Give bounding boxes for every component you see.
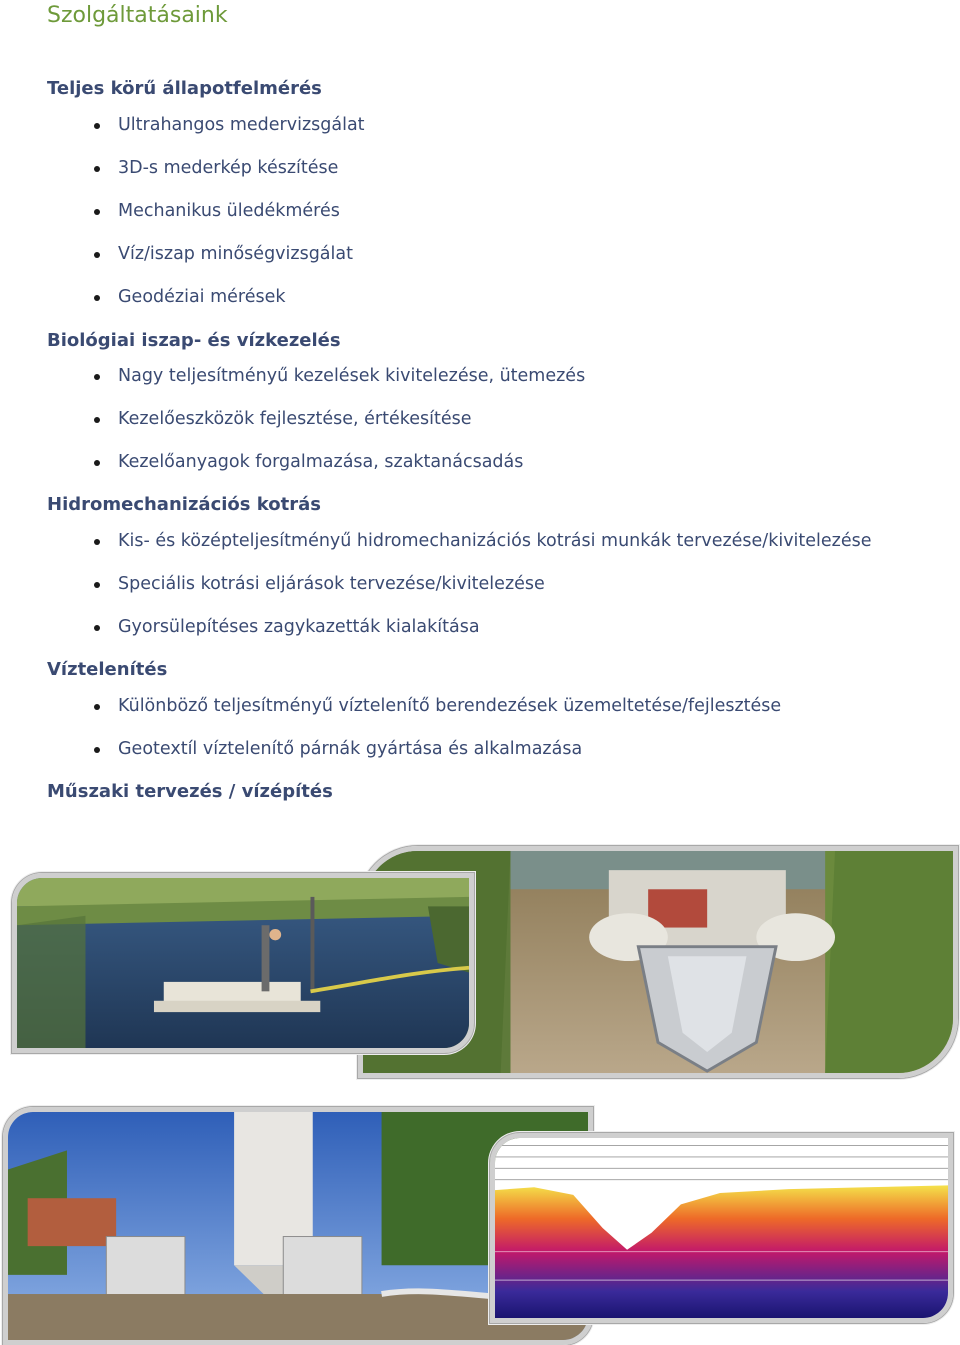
dredging-boat-on-river-photo: [12, 873, 474, 1053]
bullet-icon: [94, 704, 100, 710]
bullet-icon: [94, 417, 100, 423]
sonar-echogram-image: [490, 1133, 953, 1323]
bullet-icon: [94, 209, 100, 215]
section-title-allapotfelmeres: Teljes körű állapotfelmérés: [47, 78, 322, 99]
bullet-icon: [94, 582, 100, 588]
list-item: Víz/iszap minőségvizsgálat: [118, 244, 353, 264]
bullet-icon: [94, 252, 100, 258]
list-item: Mechanikus üledékmérés: [118, 201, 340, 221]
section-title-tervezes: Műszaki tervezés / vízépítés: [47, 781, 333, 802]
section-title-viztelenites: Víztelenítés: [47, 659, 168, 680]
bullet-icon: [94, 460, 100, 466]
bullet-icon: [94, 747, 100, 753]
bullet-icon: [94, 166, 100, 172]
bullet-icon: [94, 123, 100, 129]
section-title-kotras: Hidromechanizációs kotrás: [47, 494, 321, 515]
page-title: Szolgáltatásaink: [47, 3, 228, 28]
bullet-icon: [94, 374, 100, 380]
list-item: Speciális kotrási eljárások tervezése/kivitelezése: [118, 574, 545, 594]
list-item: Kis- és középteljesítményű hidromechanizációs kotrási munkák tervezése/kivitelezése: [118, 531, 872, 551]
list-item: Kezelőanyagok forgalmazása, szaktanácsadás: [118, 452, 523, 472]
list-item: Kezelőeszközök fejlesztése, értékesítése: [118, 409, 472, 429]
list-item: Geotextíl víztelenítő párnák gyártása és alkalmazása: [118, 739, 582, 759]
bullet-icon: [94, 295, 100, 301]
list-item: Különböző teljesítményű víztelenítő berendezések üzemeltetése/fejlesztése: [118, 696, 781, 716]
list-item: Gyorsülepítéses zagykazetták kialakítása: [118, 617, 480, 637]
list-item: Nagy teljesítményű kezelések kivitelezése, ütemezés: [118, 366, 585, 386]
bullet-icon: [94, 625, 100, 631]
list-item: Ultrahangos medervizsgálat: [118, 115, 365, 135]
list-item: Geodéziai mérések: [118, 287, 286, 307]
section-title-iszapkezeles: Biológiai iszap- és vízkezelés: [47, 330, 341, 351]
bullet-icon: [94, 539, 100, 545]
list-item: 3D-s mederkép készítése: [118, 158, 338, 178]
